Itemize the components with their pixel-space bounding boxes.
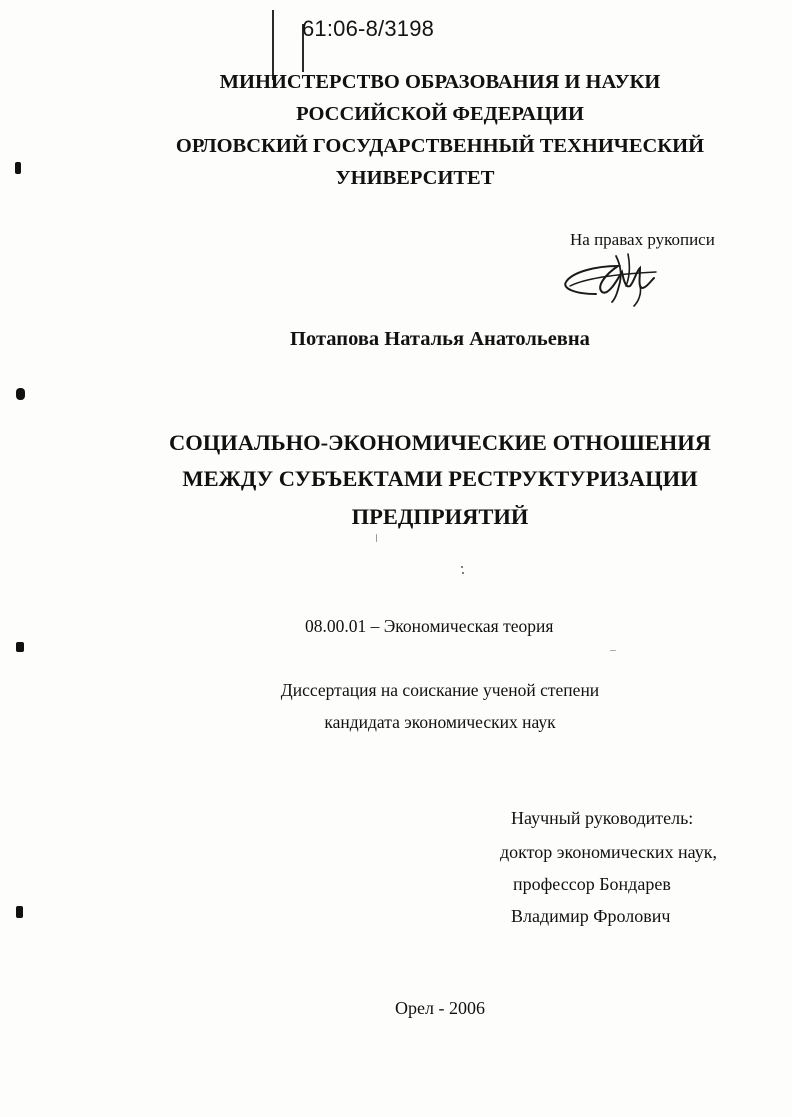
binder-mark [16,642,24,652]
header-line-federation: РОССИЙСКОЙ ФЕДЕРАЦИИ [296,103,584,125]
title-line-2: МЕЖДУ СУБЪЕКТАМИ РЕСТРУКТУРИЗАЦИИ [182,466,698,491]
dissertation-line-1: Диссертация на соискание ученой степени [280,680,600,700]
binder-mark [16,906,23,918]
specialty-code: 08.00.01 – Экономическая теория [305,616,554,636]
signature-icon [556,242,676,312]
scan-speck [610,650,616,651]
binder-mark [15,162,21,174]
scan-speck [462,572,464,574]
header-line-ministry: МИНИСТЕРСТВО ОБРАЗОВАНИЯ И НАУКИ [219,71,661,93]
supervisor-title-name: профессор Бондарев [513,874,671,894]
dissertation-line-2: кандидата экономических наук [324,712,556,732]
city-year: Орел - 2006 [395,998,485,1018]
title-line-1: СОЦИАЛЬНО-ЭКОНОМИЧЕСКИЕ ОТНОШЕНИЯ [168,430,712,455]
title-line-3: ПРЕДПРИЯТИЙ [351,504,529,529]
scan-speck [376,534,377,542]
binder-mark [16,388,25,400]
archive-stamp-code: 61:06-8/3198 [302,16,435,41]
supervisor-degree: доктор экономических наук, [500,842,717,862]
supervisor-label: Научный руководитель: [511,808,694,828]
author-name: Потапова Наталья Анатольевна [290,328,590,350]
manuscript-rights: На правах рукописи [570,230,715,249]
header-line-university-end: УНИВЕРСИТЕТ [335,167,495,189]
supervisor-name: Владимир Фролович [511,906,671,926]
header-line-university: ОРЛОВСКИЙ ГОСУДАРСТВЕННЫЙ ТЕХНИЧЕСКИЙ [175,135,705,157]
scan-speck [461,566,463,568]
